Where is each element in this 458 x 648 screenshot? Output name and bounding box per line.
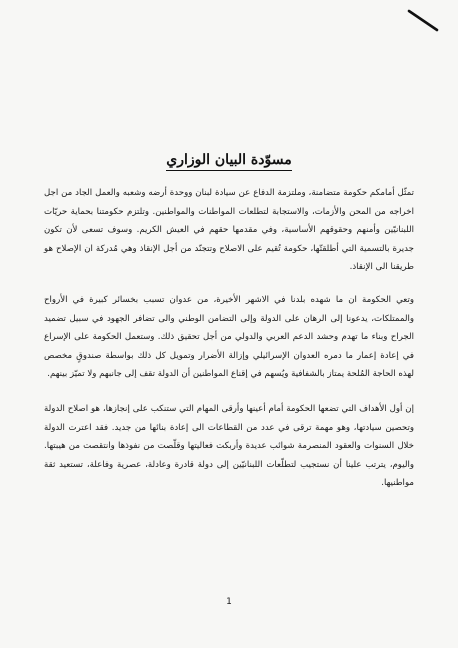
document-title-text: مسوّدة البيان الوزاري [166,152,291,171]
pen-stroke-mark [406,8,440,34]
paragraph-3: إن أول الأهداف التي تضعها الحكومة أمام أعينها وأرقى المهام التي ستنكب على إنجازها، هو اصلاح الدولة وتحصين سيادتها، وهو مهمة ترقى في عدد من القطاعات الى إعادة بنائها من جديد. فقد اعترت الدولة خلال السنوات والعقود المنصرمة شوائب عديدة وأربكت فعاليتها وقلّصت من نفوذها وانتقصت من هيبتها. واليوم، يترتب علينا أن نستجيب لتطلّعات اللبنانيّين إلى دولة قادرة وعادلة، عصرية وفاعلة، تستعيد ثقة مواطنيها. [44,403,414,489]
document-title [0,152,458,168]
paragraph-1: تمثّل أمامكم حكومة متضامنة، وملتزمة الدفاع عن سيادة لبنان ووحدة أرضه وشعبه والعمل الجاد من اجل اخراجه من المحن والأزمات، والاستجابة لتطلعات المواطنات والمواطنين. وتلتزم حكومتنا بحماية حريّات اللبنانيّين وأمنهم وحقوقهم الأساسية، وفي مقدمها حقهم في العيش الكريم. وسوف تسعى لأن تكون جديرة بالتسمية التي أطلقتّها، حكومة تُقيم على الاصلاح وتتجنّد من أجل الإنقاذ وهي مُدركة ان الإصلاح هو طريقنا الى الإنقاذ. [44,188,414,273]
document-body [44,184,414,505]
paragraph-2: وتعي الحكومة ان ما شهده بلدنا في الاشهر الأخيرة، من عدوان تسبب بخسائر كبيرة في الأرواح والممتلكات، يدعونا إلى الرهان على الدولة وإلى التضامن الوطني والى تضافر الجهود في سبيل تضميد الجراح وبناء ما تهدم وحشد الدعم العربي والدولي من أجل تحقيق ذلك. وستعمل الحكومة على الإسراع في إعادة إعمار ما دمره العدوان الإسرائيلي وإزالة الأضرار وتمويل كل ذلك بواسطة صندوقٍ مخصص لهذه الحاجة المُلحة يمتاز بالشفافية ويُسهم في إقناع المواطنين أن الدولة تقف إلى جانبهم ولا تميّز بينهم. [44,294,414,380]
page-number: 1 [226,597,232,607]
